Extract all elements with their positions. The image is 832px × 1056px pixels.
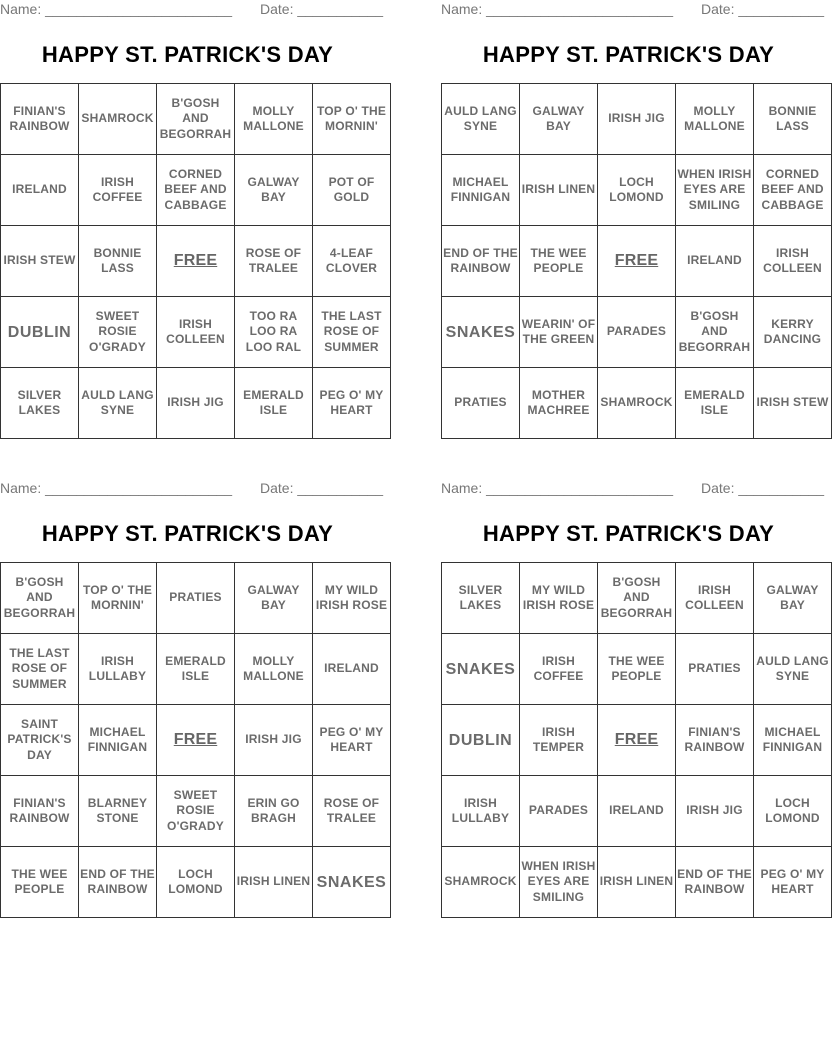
bingo-grid [441, 83, 832, 439]
bingo-cell: PEG O' MY HEART [313, 368, 391, 439]
bingo-cell: CORNED BEEF AND CABBAGE [754, 155, 832, 226]
bingo-row [442, 634, 832, 705]
bingo-cell: MICHAEL FINNIGAN [79, 705, 157, 776]
bingo-card [0, 479, 388, 919]
bingo-cell: THE LAST ROSE OF SUMMER [313, 297, 391, 368]
bingo-cell: 4-LEAF CLOVER [313, 226, 391, 297]
bingo-cell: BONNIE LASS [754, 84, 832, 155]
bingo-row [442, 84, 832, 155]
bingo-row [442, 297, 832, 368]
bingo-row [1, 847, 391, 918]
bingo-cell: PEG O' MY HEART [754, 847, 832, 918]
bingo-row [442, 155, 832, 226]
bingo-cell: KERRY DANCING [754, 297, 832, 368]
date-field: Date: ___________ [701, 1, 824, 17]
bingo-cell: EMERALD ISLE [676, 368, 754, 439]
bingo-cell: WHEN IRISH EYES ARE SMILING [676, 155, 754, 226]
bingo-row [1, 776, 391, 847]
bingo-row [442, 226, 832, 297]
bingo-cell: SNAKES [442, 634, 520, 705]
bingo-cell: IRISH LULLABY [79, 634, 157, 705]
bingo-cell: LOCH LOMOND [157, 847, 235, 918]
bingo-cell: IRELAND [676, 226, 754, 297]
bingo-card [0, 0, 387, 440]
bingo-cell: AULD LANG SYNE [442, 84, 520, 155]
bingo-row [1, 634, 391, 705]
bingo-cell: MY WILD IRISH ROSE [313, 563, 391, 634]
bingo-cell: EMERALD ISLE [235, 368, 313, 439]
bingo-cell: PARADES [520, 776, 598, 847]
bingo-cell: B'GOSH AND BEGORRAH [157, 84, 235, 155]
bingo-row [1, 226, 391, 297]
bingo-cell: AULD LANG SYNE [754, 634, 832, 705]
bingo-cell: PARADES [598, 297, 676, 368]
card-title: HAPPY ST. PATRICK'S DAY [41, 521, 334, 546]
free-space: FREE [598, 705, 676, 776]
bingo-cell: IRISH COLLEEN [754, 226, 832, 297]
name-field: Name: ________________________ [441, 1, 673, 17]
bingo-cell: GALWAY BAY [235, 155, 313, 226]
bingo-row [442, 705, 832, 776]
free-space: FREE [157, 705, 235, 776]
free-space: FREE [598, 226, 676, 297]
bingo-row [1, 705, 391, 776]
bingo-cell: ROSE OF TRALEE [235, 226, 313, 297]
bingo-cell: SHAMROCK [442, 847, 520, 918]
bingo-cell: SHAMROCK [598, 368, 676, 439]
bingo-cell: THE WEE PEOPLE [520, 226, 598, 297]
bingo-cell: DUBLIN [442, 705, 520, 776]
bingo-card [441, 479, 829, 919]
name-field: Name: ________________________ [0, 1, 232, 17]
bingo-row [442, 368, 832, 439]
bingo-cell: SNAKES [313, 847, 391, 918]
bingo-cell: THE WEE PEOPLE [1, 847, 79, 918]
card-title: HAPPY ST. PATRICK'S DAY [41, 42, 334, 67]
card-header-fields [441, 1, 824, 21]
bingo-cell: PRATIES [676, 634, 754, 705]
bingo-cell: IRISH LINEN [520, 155, 598, 226]
bingo-cell: IRISH STEW [1, 226, 79, 297]
bingo-cell: BONNIE LASS [79, 226, 157, 297]
bingo-cell: MOTHER MACHREE [520, 368, 598, 439]
bingo-cell: IRISH LULLABY [442, 776, 520, 847]
bingo-cell: IRISH JIG [676, 776, 754, 847]
bingo-row [1, 297, 391, 368]
bingo-cell: AULD LANG SYNE [79, 368, 157, 439]
bingo-cell: EMERALD ISLE [157, 634, 235, 705]
bingo-cell: SWEET ROSIE O'GRADY [79, 297, 157, 368]
bingo-cell: SHAMROCK [79, 84, 157, 155]
bingo-cell: IRISH JIG [235, 705, 313, 776]
bingo-cell: END OF THE RAINBOW [676, 847, 754, 918]
bingo-cell: GALWAY BAY [754, 563, 832, 634]
bingo-cell: GALWAY BAY [235, 563, 313, 634]
bingo-cell: IRISH COLLEEN [676, 563, 754, 634]
bingo-cell: IRELAND [598, 776, 676, 847]
name-field: Name: ________________________ [441, 480, 673, 496]
bingo-row [442, 563, 832, 634]
bingo-cell: SWEET ROSIE O'GRADY [157, 776, 235, 847]
bingo-cell: MOLLY MALLONE [235, 634, 313, 705]
bingo-cell: IRELAND [1, 155, 79, 226]
bingo-cell: SAINT PATRICK'S DAY [1, 705, 79, 776]
bingo-cell: B'GOSH AND BEGORRAH [1, 563, 79, 634]
bingo-cell: PRATIES [157, 563, 235, 634]
bingo-cell: FINIAN'S RAINBOW [1, 84, 79, 155]
bingo-grid [0, 562, 391, 918]
bingo-cell: SILVER LAKES [1, 368, 79, 439]
bingo-cell: DUBLIN [1, 297, 79, 368]
bingo-cell: IRISH TEMPER [520, 705, 598, 776]
bingo-cell: BLARNEY STONE [79, 776, 157, 847]
bingo-cell: WHEN IRISH EYES ARE SMILING [520, 847, 598, 918]
name-field: Name: ________________________ [0, 480, 232, 496]
bingo-cell: IRISH LINEN [235, 847, 313, 918]
bingo-cell: CORNED BEEF AND CABBAGE [157, 155, 235, 226]
bingo-grid [0, 83, 391, 439]
bingo-row [1, 84, 391, 155]
bingo-cell: IRELAND [313, 634, 391, 705]
bingo-cell: MOLLY MALLONE [235, 84, 313, 155]
bingo-cell: B'GOSH AND BEGORRAH [676, 297, 754, 368]
bingo-card [441, 0, 829, 440]
bingo-cell: FINIAN'S RAINBOW [676, 705, 754, 776]
bingo-row [442, 776, 832, 847]
bingo-row [1, 563, 391, 634]
bingo-cell: ROSE OF TRALEE [313, 776, 391, 847]
bingo-cell: IRISH JIG [598, 84, 676, 155]
card-header-fields [0, 480, 383, 500]
bingo-cell: IRISH JIG [157, 368, 235, 439]
bingo-cell: SNAKES [442, 297, 520, 368]
bingo-cell: PRATIES [442, 368, 520, 439]
bingo-cell: ERIN GO BRAGH [235, 776, 313, 847]
free-space: FREE [157, 226, 235, 297]
card-header-fields [0, 1, 383, 21]
bingo-cell: POT OF GOLD [313, 155, 391, 226]
bingo-cell: MOLLY MALLONE [676, 84, 754, 155]
bingo-cell: SILVER LAKES [442, 563, 520, 634]
bingo-cell: MICHAEL FINNIGAN [442, 155, 520, 226]
bingo-cell: IRISH STEW [754, 368, 832, 439]
bingo-cell: LOCH LOMOND [754, 776, 832, 847]
bingo-cell: PEG O' MY HEART [313, 705, 391, 776]
bingo-cell: MICHAEL FINNIGAN [754, 705, 832, 776]
bingo-cell: IRISH COFFEE [520, 634, 598, 705]
bingo-row [1, 155, 391, 226]
bingo-cell: TOO RA LOO RA LOO RAL [235, 297, 313, 368]
bingo-cell: IRISH COFFEE [79, 155, 157, 226]
bingo-cell: THE WEE PEOPLE [598, 634, 676, 705]
bingo-cell: LOCH LOMOND [598, 155, 676, 226]
bingo-cell: THE LAST ROSE OF SUMMER [1, 634, 79, 705]
date-field: Date: ___________ [260, 1, 383, 17]
date-field: Date: ___________ [701, 480, 824, 496]
bingo-cell: TOP O' THE MORNIN' [313, 84, 391, 155]
card-title: HAPPY ST. PATRICK'S DAY [482, 521, 775, 546]
bingo-cell: FINIAN'S RAINBOW [1, 776, 79, 847]
bingo-cell: END OF THE RAINBOW [442, 226, 520, 297]
bingo-cell: MY WILD IRISH ROSE [520, 563, 598, 634]
bingo-grid [441, 562, 832, 918]
bingo-cell: WEARIN' OF THE GREEN [520, 297, 598, 368]
bingo-cell: B'GOSH AND BEGORRAH [598, 563, 676, 634]
card-header-fields [441, 480, 824, 500]
card-title: HAPPY ST. PATRICK'S DAY [482, 42, 775, 67]
date-field: Date: ___________ [260, 480, 383, 496]
bingo-cell: END OF THE RAINBOW [79, 847, 157, 918]
bingo-row [442, 847, 832, 918]
bingo-cell: IRISH LINEN [598, 847, 676, 918]
bingo-cell: IRISH COLLEEN [157, 297, 235, 368]
bingo-row [1, 368, 391, 439]
bingo-cell: GALWAY BAY [520, 84, 598, 155]
bingo-cell: TOP O' THE MORNIN' [79, 563, 157, 634]
